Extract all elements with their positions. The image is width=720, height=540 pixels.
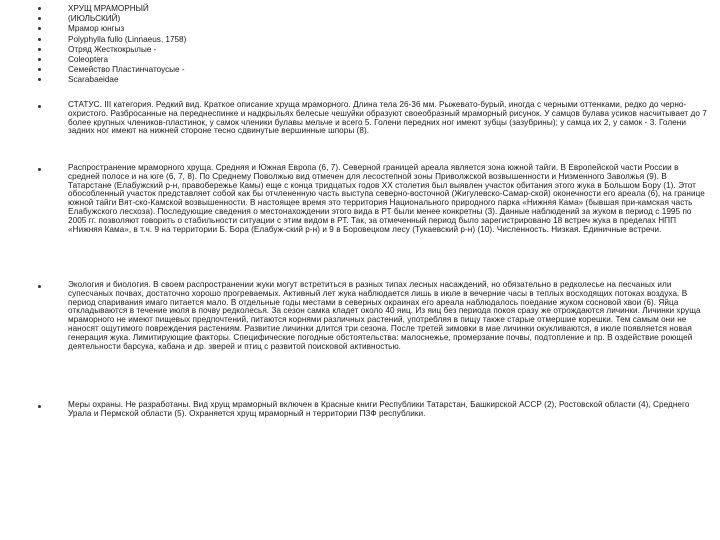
bullet-icon bbox=[38, 58, 41, 61]
distribution-paragraph bbox=[38, 164, 710, 234]
bullet-icon bbox=[38, 405, 41, 408]
header-item-latin-name bbox=[38, 35, 186, 45]
header-item-text: Polyphylla fullo (Linnaeus, 1758) bbox=[68, 34, 187, 44]
bullet-icon bbox=[38, 27, 41, 30]
bullet-icon bbox=[38, 105, 41, 108]
ecology-paragraph bbox=[38, 281, 710, 351]
header-item-family bbox=[38, 65, 186, 75]
paragraph-text: СТАТУС. III категория. Редкий вид. Краткое описание хруща мраморного. Длина тела 26-36 мм. Рыжевато-бурый, иногда с черными оттенками, редко до черно-охристого. Разбросанные на переднеспинке и надкрыльях белесые чешуйки образуют своеобразный мраморный рисунок. У самцов булава усиков насчитывает до 7 более крупных члеников-пластинок, у самок членики булавы мельче и всего 5. Голени передних ног имеют зубцы (зазубрины); у самца их 2, у самок - 3. Голени задних ног имеют на нижней стороне тесно сдвинутые вершинные шпоры (8). bbox=[68, 100, 707, 136]
header-item-text: Мрамор юнгыз bbox=[68, 24, 125, 34]
species-header-list bbox=[38, 4, 186, 86]
header-item-title bbox=[38, 4, 186, 14]
header-item-order-latin bbox=[38, 55, 186, 65]
bullet-icon bbox=[38, 68, 41, 71]
bullet-icon bbox=[38, 78, 41, 81]
paragraph-text: Распространение мраморного хруща. Средняя и Южная Европа (6, 7). Северной границей ареала является зона южной тайги. В Европейской части России в средней полосе и на юге (6, 7, 8). По Среднему Поволжью вид отмечен для лесостепной зоны Приволжской возвышенности и Низменного Заволжья (9). В Татарстане (Елабужский р-н, правобережье Камы) еще с конца тридцатых годов ХХ столетия был выявлен участок обитания этого жука в Большом Бору (1). Этот обособленный участок представляет собой как бы отчлененную часть выступа северно-восточной (Жигулевско-Самар-ской) оконечности его ареала (6), на границе южной тайги Вят-ско-Камской возвышенности. В настоящее время это территория Национального природного парка «Нижняя Кама» (бывшая при-камская часть Елабужского лесхоза). Последующие сведения о местонахождении этого вида в РТ были менее конкретны (3). Данные наблюдений за жуком в период с 1995 по 2005 гг. позволяют говорить о стабильности ситуации с этим видом в РТ. Так, за отмеченный период было зарегистрировано 18 встреч жука в пределах НПП «Нижняя Кама», в т.ч. 9 на территории Б. Бора (Елабуж-ский р-н) и 9 в Боровецком лесу (Тукаевский р-н) (10). Численность. Низкая. Единичные встречи. bbox=[68, 163, 705, 234]
status-paragraph bbox=[38, 101, 710, 136]
bullet-icon bbox=[38, 48, 41, 51]
header-item-order bbox=[38, 45, 186, 55]
header-item-text: Coleoptera bbox=[68, 54, 109, 64]
header-item-subtitle bbox=[38, 14, 186, 24]
header-item-text: Семейство Пластинчатоусые - bbox=[68, 65, 185, 75]
bullet-icon bbox=[38, 17, 41, 20]
header-item-text: (ИЮЛЬСКИЙ) bbox=[68, 14, 121, 24]
paragraph-text: Экология и биология. В своем распространении жуки могут встретиться в разных типах лесных насаждений, но обязательно в редколесье на песчаных или супесчаных почвах, достаточно хорошо прогреваемых. Активный лет жука наблюдается лишь в июле в вечерние часы в теплых восходящих потоках воздуха. В период спаривания имаго питается мало. В отдельные годы местами в северных окраинах его ареала наблюдалось поедание жуком сосновой хвои (6). Яйца откладываются в течение июля в почву редколесья. За сезон самка кладет около 40 яиц. Из яиц без периода покоя сразу же отрождаются личинки. Личинки хруща мраморного не имеют пищевых предпочтений, питаются корнями различных растений, употребляя в пищу также старые отмершие корешки. Тем самым они не наносят ощутимого повреждения растениям. Развитие личинки длится три сезона. После третей зимовки в мае личинки окукливаются, в июле появляется новая генерация жука. Лимитирующие факторы. Специфические погодные обстоятельства: малоснежье, промерзание почвы, подтопление и пр. В оздействие роющей деятельности барсука, кабана и др. зверей и птиц с развитой поисковой активностью. bbox=[68, 280, 701, 351]
bullet-icon bbox=[38, 38, 41, 41]
header-item-text: Отряд Жесткокрылые - bbox=[68, 44, 157, 54]
bullet-icon bbox=[38, 285, 41, 288]
header-item-family-latin bbox=[38, 75, 186, 85]
header-item-text: Scarabaeidae bbox=[68, 75, 119, 85]
bullet-icon bbox=[38, 7, 41, 10]
header-item-tatar-name bbox=[38, 24, 186, 34]
bullet-icon bbox=[38, 168, 41, 171]
protection-paragraph bbox=[38, 401, 710, 419]
header-item-text: ХРУЩ МРАМОРНЫЙ bbox=[68, 4, 149, 13]
paragraph-text: Меры охраны. Не разработаны. Вид хрущ мраморный включен в Красные книги Республики Татарстан, Башкирской АССР (2), Ростовской области (4), Среднего Урала и Пермской области (5). Охраняется хрущ мраморный н территории ПЗФ республики. bbox=[68, 400, 690, 418]
